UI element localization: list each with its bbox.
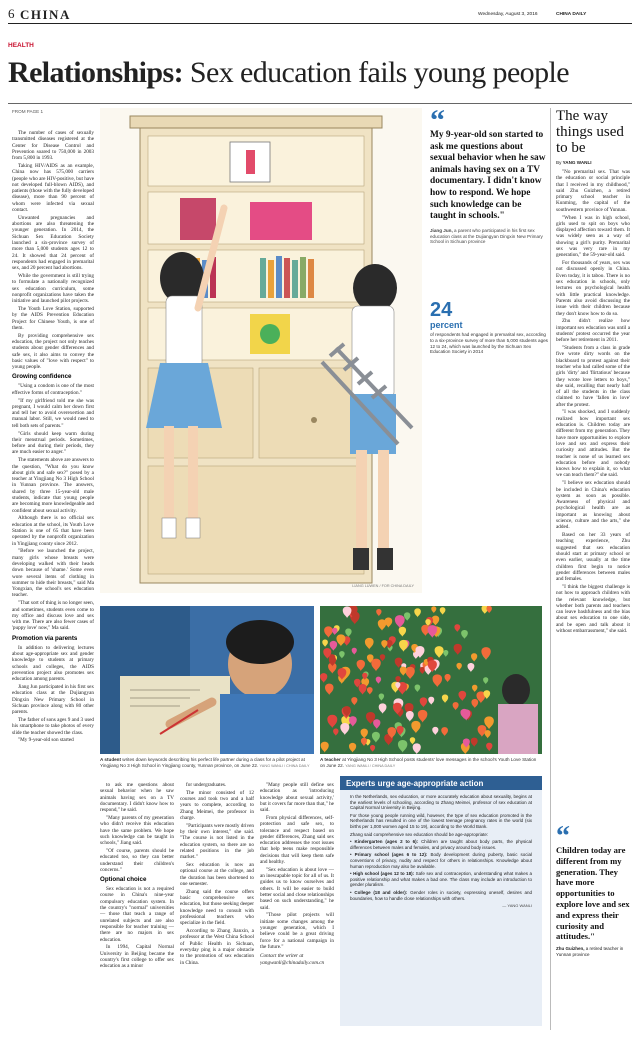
infobox-items bbox=[350, 839, 532, 901]
infobox-item-label: • Primary school (ages 6 to 12): bbox=[350, 852, 428, 858]
paragraph: Taking HIV/AIDS as an example, China now has 575,000 carriers (people who are HIV-positive, but have not developed full-blown AIDS), and patients (those with the fully developed disease), more than 90 percent of whom were infected via sexual contact. bbox=[12, 162, 94, 214]
bookshelf-illustration-svg bbox=[100, 108, 422, 593]
infobox-item-text: Safe sex and contraception, understanding what makes a positive relationship and what makes a bad one. The class may include an introduction to gender pluralism. bbox=[350, 871, 532, 888]
infobox-item bbox=[350, 839, 532, 850]
sidebar-quote-attr-name: Zhu Guizhen, bbox=[556, 946, 585, 952]
paragraph: For thousands of years, sex was not discussed openly in China. Even today, it is taboo. There is no sex education in schools, only lectures on psychological health with little practical knowledge. Parents also avoid discussing the issue with their children because they don't know how to do so. bbox=[556, 260, 630, 317]
paragraph: "Those pilot projects will initiate some changes among the younger generation, which I believe could be a great driving force for a national campaign in the future." bbox=[260, 912, 334, 950]
infobox-item-text: Body development during puberty, basic social conventions of privacy, nudity and respect for others in relationships. Knowledge about human reproduction may also be available. bbox=[350, 852, 532, 869]
infobox-item bbox=[350, 852, 532, 869]
dateline: Wednesday, August 3, 2016 bbox=[478, 12, 538, 17]
paragraph: Although there is no official sex education at the school, its Youth Love Station is one of 65 that have been operated by the nonprofit organization in Yingjiang county since 2012. bbox=[12, 515, 94, 547]
paragraph: for undergraduates. bbox=[186, 782, 227, 788]
mid-col1-paras bbox=[100, 782, 174, 873]
experts-infobox bbox=[340, 776, 542, 1026]
headline-rule bbox=[8, 103, 632, 104]
paragraph: "I believe sex education should be included in China's education system as soon as possible. Awareness of physical and psychological health are as important as knowing about science, culture and the arts," she added. bbox=[556, 480, 630, 531]
paragraph: "Before we launched the project, many girls whose breasts were developing walked with their heads down because of 'shame.' Some even wore several items of clothing in summer to hide their breasts," said Ma Yongxian, the school's sex education teacher. bbox=[12, 548, 94, 599]
paragraph: Jiang Jun participated in his first sex education class at the Dujiangyan Dingxin New Primary School in Sichuan province along with 80 other parents. bbox=[12, 684, 94, 716]
sidebar-byline bbox=[556, 160, 634, 166]
teacher-photo bbox=[320, 606, 542, 754]
infobox-paragraph: In the Netherlands, sex education, or more accurately education about sexuality, begins at the earliest levels of schooling, according to Zhang Meimei, professor of sex education at Capital Normal University in Beijing. bbox=[350, 794, 532, 811]
mid-column-3 bbox=[260, 782, 334, 1032]
paragraph: Sex education is now an optional course at the college, and the duration has been shortened to one semester. bbox=[180, 862, 254, 887]
stat-description: of respondents had engaged in premarital sex, according to a six-province survey of more than 5,000 students ages 12 to 24, which was launched by the Sichuan Sex Education Society in 2014 bbox=[430, 332, 548, 355]
pull-quote-1-text: My 9-year-old son started to ask me questions about sexual behavior when he saw animals having sex on a TV documentary. I didn't know how to respond. We hope such knowledge can be taught in schools." bbox=[430, 130, 546, 222]
paragraph: While the government is still trying to formulate a nationally recognized sex education curriculum, some nonprofit organizations have taken the initiative and launched pilot projects. bbox=[12, 273, 94, 305]
mid-column-1 bbox=[100, 782, 174, 1032]
subhead-promotion: Promotion via parents bbox=[12, 634, 78, 642]
from-page: FROM PAGE 1 bbox=[12, 109, 44, 114]
left-col-paras-3 bbox=[12, 645, 94, 744]
paragraph: "I was shocked, and I suddenly realized how important sex education is. Children today are different from my generation. They have more opportunities to explore love and sex and express their curiosity and attitudes. But the teacher is none of us learned sex education before and nobody knows how to explain it, so what we can teach them?" she said. bbox=[556, 409, 630, 479]
mid-col3-paras bbox=[260, 782, 334, 950]
infobox-byline: — YANG WANLI bbox=[502, 903, 532, 909]
infobox-intro bbox=[350, 794, 532, 837]
subhead-growing-confidence: Growing confidence bbox=[12, 373, 72, 381]
paragraph: The Youth Love Station, supported by the AIDS Prevention Education Project for Chinese Youth, is one of them. bbox=[12, 306, 94, 331]
headline-rest: Sex education fails young people bbox=[189, 56, 569, 89]
caption2-credit: YANG WANLI / CHINA DAILY bbox=[345, 763, 396, 768]
quote1-attr-name: Jiang Jun, bbox=[430, 227, 453, 233]
stat-value: 24 bbox=[430, 299, 453, 321]
left-col-paras-2 bbox=[12, 383, 94, 631]
paragraph: Based on her 33 years of teaching experience, Zhu suggested that sex education should start at primary school or even earlier, usually at the time children first begin to notice gender differences between males and females. bbox=[556, 532, 630, 583]
pull-quote-1 bbox=[430, 104, 548, 245]
infobox-item-text: Gender roles in society, expressing oneself, desires and boundaries, how to handle close relationships with others. bbox=[350, 889, 532, 901]
caption1-credit: YANG WANLI / CHINA DAILY bbox=[259, 763, 310, 768]
contact-line bbox=[260, 953, 334, 966]
subhead-optional-choice: Optional choice bbox=[100, 876, 147, 884]
paragraph: "Participants were mostly driven by their own interest," she said. "The course is not listed in the education system, so there are no related positions in the job market." bbox=[180, 822, 254, 861]
sidebar-quote-attr-rest: a retired teacher in Yunnan province bbox=[556, 946, 624, 957]
quote1-attr-rest: a parent who participated in his first sex education class at the Dujiangyan Dingxin New Primary School in Sichuan province bbox=[430, 227, 543, 245]
sidebar-byline-label: By bbox=[556, 160, 562, 165]
page-header bbox=[8, 6, 632, 24]
sidebar-quote-text: Children today are different from my generation. They have more opportunities to explore love and sex and express their curiosity and attitudes." bbox=[556, 845, 630, 942]
page-number: 6 bbox=[8, 6, 15, 21]
contact-label: Contact the writer at bbox=[260, 953, 304, 960]
caption2-lead: A teacher bbox=[320, 757, 341, 762]
paragraph: "If my girlfriend told me she was pregnant, I would calm her down first and tell her to avoid overexertion and manual labor. Still, we would need to tell both sets of parents." bbox=[12, 397, 94, 429]
infobox-paragraph: For those young people running wild, however, the type of sex education promoted in the Netherlands has resulted in one of the lowest teenage pregnancy rates in the world (six births per 1,000 women aged 15 to 19), according to the World Bank. bbox=[350, 812, 532, 829]
paragraph: "Of course, parents should be educated too, so they can better understand their children's concerns." bbox=[100, 847, 174, 873]
student-photo-caption bbox=[100, 757, 314, 769]
kicker: HEALTH bbox=[8, 42, 34, 49]
caption1-lead: A student bbox=[100, 757, 122, 762]
sidebar-quote-attribution bbox=[556, 946, 634, 957]
paragraph: The minor consisted of 12 courses and took two and a half years to complete, according to Zhang Meimei, the professor in charge. bbox=[180, 789, 254, 821]
paragraph: In 1994, Capital Normal University in Beijing became the country's first college to offer sex education as a minor bbox=[100, 944, 174, 970]
section-name: CHINA bbox=[20, 7, 71, 22]
paragraph: "Many parents of my generation who didn't receive this education have the same problem. We hope such knowledge can be taught in schools," Jiang said. bbox=[100, 814, 174, 847]
main-illustration bbox=[100, 108, 422, 593]
contact-email[interactable]: yangwanli@chinadaily.com.cn bbox=[260, 959, 325, 966]
paragraph: In addition to delivering lectures about age-appropriate sex and gender knowledge to students at primary schools and colleges, the AIDS prevention project also promotes sex education among parents. bbox=[12, 644, 94, 683]
caption2-text: at Yingjiang No 3 High School posts students' love messages in the school's Youth Love Station on June 22. bbox=[320, 757, 537, 768]
infobox-item-label: • High school (ages 12 to 18): bbox=[350, 871, 415, 877]
main-illustration-credit: LIANG LUWEN / FOR CHINA DAILY bbox=[352, 583, 414, 588]
paragraph: Zhang said the course offers basic comprehensive sex education, but those seeking deeper knowledge need to consult with professional teachers who specialize in the field. bbox=[180, 888, 254, 927]
infobox-item-label: • Kindergarten (ages 2 to 6): bbox=[350, 839, 419, 845]
sidebar-quote-mark-icon: “ bbox=[556, 821, 570, 852]
sidebar bbox=[556, 108, 634, 957]
paragraph: "Sex education is about love — an inescapable topic for all of us. It guides us to know ourselves and others. It will be easier to build better social and close relationships based on such understanding," he said. bbox=[260, 866, 334, 911]
infobox-paragraph: Zhang said comprehensive sex education should be age-appropriate: bbox=[350, 831, 489, 837]
infobox-title: Experts urge age-appropriate action bbox=[340, 778, 542, 790]
stat-block bbox=[430, 300, 548, 355]
left-column bbox=[12, 130, 94, 1030]
infobox-body bbox=[340, 790, 542, 909]
paper-name: CHINA DAILY bbox=[556, 12, 587, 17]
sidebar-byline-name: YANG WANLI bbox=[562, 160, 592, 165]
paragraph: By providing comprehensive sex education, the project not only teaches students about gender differences and safe sex, it also aims to convey the basic values of "love with respect" to young people. bbox=[12, 332, 94, 371]
mid-column-2 bbox=[180, 782, 254, 1032]
paragraph: to ask me questions about sexual behavior when he saw animals having sex on a TV documentary. I didn't know how to respond," he said. bbox=[100, 782, 174, 814]
infobox-item-text: Children are taught about body parts, the physical differences between males and females, and privacy around body issues. bbox=[350, 839, 532, 850]
quote-mark-icon: “ bbox=[430, 104, 445, 137]
paragraph: "My 9-year-old son started bbox=[18, 737, 74, 744]
teacher-figure bbox=[502, 674, 530, 706]
student-photo bbox=[100, 606, 314, 754]
mid-col1b-paras bbox=[100, 886, 174, 969]
pull-quote-1-attribution bbox=[430, 228, 548, 245]
infobox-item-label: • College (18 and older): bbox=[350, 889, 408, 895]
left-col-paras-1 bbox=[12, 130, 94, 370]
sidebar-paras bbox=[556, 169, 630, 819]
paragraph: "That sort of thing is no longer seen, and sometimes, students even come to my office and discuss love and sex with me. There are also fewer cases of 'puppy love' now," Ma said. bbox=[12, 600, 94, 632]
sidebar-title: The way things used to be bbox=[556, 108, 624, 156]
stat-unit: percent bbox=[430, 320, 463, 330]
student-photo-svg bbox=[100, 606, 314, 754]
paragraph: "Girls should keep warm during their menstrual periods. Sometimes, before and during their periods, they are much easier to anger." bbox=[12, 430, 94, 456]
teacher-photo-caption bbox=[320, 757, 542, 769]
headline-bold: Relationships: bbox=[8, 56, 183, 89]
infobox-item bbox=[350, 871, 532, 888]
paragraph: "When I was in high school, girls used to spit on boys who displayed affection toward them. It was widely seen as a way of showing a girl's purity. Premarital sex was very rare in my generation," the 59-year-old said. bbox=[556, 214, 630, 259]
caption1-text: writes down keywords describing his perfect life partner during a class for a pilot project at Yingjiang No 3 High School in Yingjiang county, Yunnan province, on June 22. bbox=[100, 757, 305, 768]
paragraph: According to Zhang Jianxin, a professor at the West China School of Public Health in Sichuan, everyday ping is a major obstacle to the promotion of sex education in China. bbox=[180, 928, 254, 966]
paragraph: "Many people still define sex education as 'introducing knowledge about sexual activity,' but it covers far more than that," he said. bbox=[260, 782, 334, 814]
paragraph: The number of cases of sexually transmitted diseases registered at the Center for Disease Control and Prevention soared to 750,000 in 2003 from 5,800 in 1993. bbox=[12, 130, 94, 162]
teacher-figure-body bbox=[498, 704, 538, 754]
paragraph: Unwanted pregnancies and abortions are also threatening the younger generation. In 2014, the Sichuan Sex Education Society launched a six-province survey of more than 5,000 students ages 12 to 24. It showed that 24 percent of respondents had engaged in premarital sex, and 20 percent had abortions. bbox=[12, 214, 94, 272]
paragraph: "I think the biggest challenge is not how to approach children with the relevant knowledge, but whether both parents and teachers can leave bashfulness and the bias about sex education to one side, and be open and talk about it without embarrassment," she said. bbox=[556, 584, 630, 635]
paragraph: The statements above are answers to the question, "What do you know about girls and safe sex?" posed by a teacher at Yingjiang No 3 High School in Yunnan province. The answers, shared by three 15-year-old male students, indicate that young people are becoming more knowledgeable and confident about sexual activity. bbox=[12, 457, 94, 514]
paragraph: Zhu didn't realize how important sex education was until a students' protest occurred the year before her retirement in 2011. bbox=[556, 318, 630, 344]
sidebar-rule bbox=[550, 108, 551, 1030]
paragraph: "No premarital sex. That was the education or social principle that I received in my childhood," said Zhu Guizhen, a retired primary school teacher in Kunming, the capital of the southwestern province of Yunnan. bbox=[556, 169, 630, 213]
paragraph: "Using a condom is one of the most effective forms of contraception." bbox=[12, 383, 94, 396]
teacher-photo-svg bbox=[320, 606, 542, 754]
headline bbox=[8, 55, 638, 91]
paragraph: "Students from a class in grade five wrote dirty words on the blackboard to protest against their teacher who had called some of the girls 'dirty' and 'flirtatious' because they wrote love letters to boys," she said, recalling that nearly half of all the students in the class claimed to have 'fallen in love' after the protest. bbox=[556, 345, 630, 408]
paragraph: From physical differences, self-protection and safe sex, to tolerance and respect based on gender differences, Zhang said sex education addresses the root issues that help teens make responsible decisions that will keep them safe and healthy. bbox=[260, 814, 334, 866]
paragraph: Sex education is not a required course in China's nine-year compulsory education system. In the country's "normal" universities — those that teach a range of unrelated subjects and are also responsible for teacher training — there are no majors in sex education. bbox=[100, 886, 174, 943]
mid-col2-paras bbox=[180, 782, 254, 966]
infobox-item bbox=[350, 890, 532, 901]
paragraph: The father of sons ages 9 and 3 used his smartphone to take photos of every slide the teacher showed the class. bbox=[12, 717, 94, 736]
